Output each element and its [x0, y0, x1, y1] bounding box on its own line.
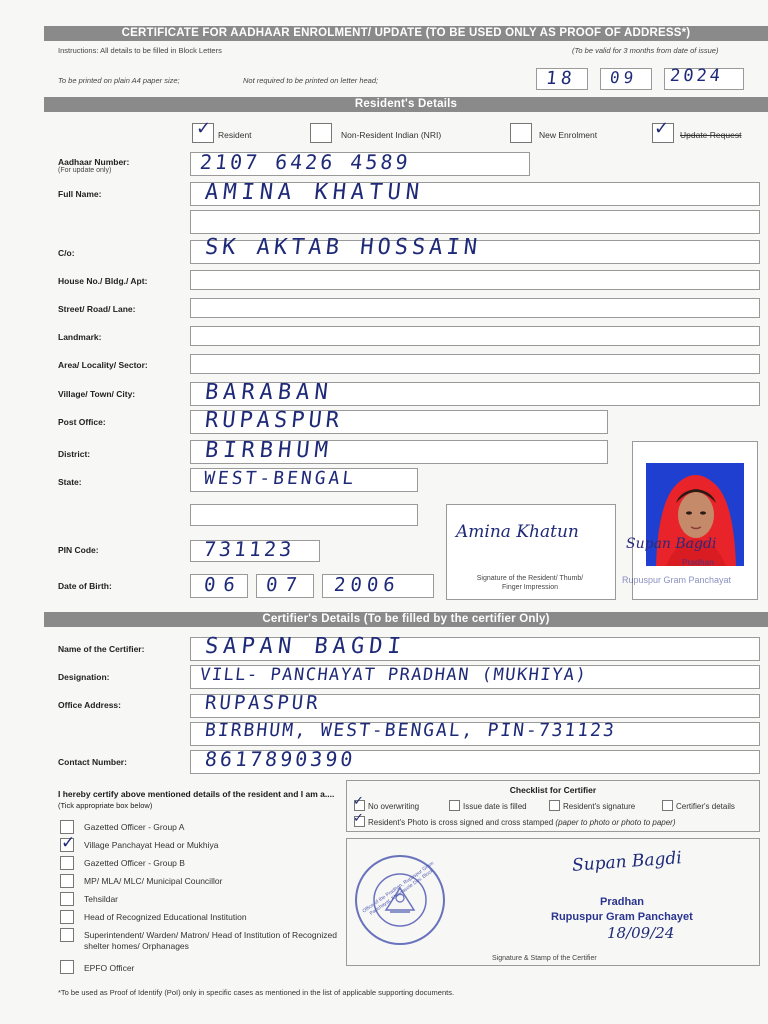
- role-superintendent-label: Superintendent/ Warden/ Matron/ Head of Institution of Recognized shelter homes/ Orphanages: [84, 930, 337, 951]
- village-label: Village/ Town/ City:: [58, 389, 136, 399]
- area-field[interactable]: [190, 354, 760, 374]
- role-head-edu-label: Head of Recognized Educational Institution: [84, 912, 247, 922]
- option-resident-tick: ✓: [196, 118, 212, 139]
- checklist-title: Checklist for Certifier: [509, 785, 597, 795]
- option-new-enrolment-checkbox[interactable]: [510, 123, 532, 143]
- street-field[interactable]: [190, 298, 760, 318]
- role-gazetted-a-label: Gazetted Officer - Group A: [84, 822, 185, 832]
- certify-statement: I hereby certify above mentioned details of the resident and I am a.... (Tick appropriate box below): [58, 789, 335, 810]
- certifier-name-value: SAPAN BAGDI: [203, 634, 408, 659]
- checklist-certifier-details-label: Certifier's details: [676, 802, 735, 811]
- checklist-certifier-details-checkbox[interactable]: [662, 800, 673, 811]
- landmark-label: Landmark:: [58, 332, 102, 342]
- post-office-value: RUPASPUR: [203, 408, 345, 433]
- option-update-request-tick: ✓: [654, 118, 670, 139]
- instructions: Instructions: All details to be filled in Block Letters: [58, 46, 222, 55]
- validity-note: (To be valid for 3 months from date of issue): [572, 46, 719, 55]
- village-value: BARABAN: [203, 380, 335, 405]
- role-epfo-checkbox[interactable]: [60, 960, 74, 974]
- role-gazetted-b-label: Gazetted Officer - Group B: [84, 858, 185, 868]
- co-label: C/o:: [58, 248, 75, 258]
- office-address-line2: BIRBHUM, WEST-BENGAL, PIN-731123: [203, 720, 617, 741]
- full-name-value: AMINA KHATUN: [203, 180, 426, 205]
- checklist-photo-label: Resident's Photo is cross signed and cross stamped (paper to photo or photo to paper): [368, 818, 676, 827]
- photo-cross-signature: Supan Bagdi: [626, 536, 717, 552]
- pin-code-value: 731123: [202, 537, 296, 561]
- role-epfo-label: EPFO Officer: [84, 963, 135, 973]
- role-mp-mla-checkbox[interactable]: [60, 874, 74, 888]
- role-village-head-label: Village Panchayat Head or Mukhiya: [84, 840, 219, 850]
- dob-month: 07: [264, 574, 307, 596]
- post-office-label: Post Office:: [58, 417, 106, 427]
- role-village-head-tick: ✓: [61, 833, 76, 853]
- print-note-1: To be printed on plain A4 paper size;: [58, 76, 180, 85]
- checklist-resident-sign-checkbox[interactable]: [549, 800, 560, 811]
- district-value: BIRBHUM: [203, 438, 335, 463]
- landmark-field[interactable]: [190, 326, 760, 346]
- residents-details-heading: Resident's Details: [44, 97, 768, 112]
- print-note-2: Not required to be printed on letter head;: [243, 76, 379, 85]
- dob-day: 06: [202, 574, 245, 596]
- street-label: Street/ Road/ Lane:: [58, 304, 136, 314]
- role-mp-mla-label: MP/ MLA/ MLC/ Municipal Councillor: [84, 876, 223, 886]
- certifier-signature-caption: Signature & Stamp of the Certifier: [492, 955, 597, 962]
- house-label: House No./ Bldg./ Apt:: [58, 276, 148, 286]
- designation-label: Designation:: [58, 672, 110, 682]
- certifier-signature: Supan Bagdi: [571, 848, 683, 876]
- dob-year: 2006: [332, 574, 401, 596]
- role-gazetted-a-checkbox[interactable]: [60, 820, 74, 834]
- option-nri-label: Non-Resident Indian (NRI): [341, 130, 442, 140]
- stamp-pradhan: Pradhan: [600, 896, 645, 908]
- dob-label: Date of Birth:: [58, 581, 112, 591]
- option-nri-checkbox[interactable]: [310, 123, 332, 143]
- issue-date-day: 18: [544, 68, 577, 89]
- pin-code-label: PIN Code:: [58, 545, 99, 555]
- photo-stamp-panchayat: Rupuspur Gram Panchayat: [622, 575, 732, 585]
- stamp-panchayat: Rupuspur Gram Panchayet: [551, 911, 693, 923]
- area-label: Area/ Locality/ Sector:: [58, 360, 148, 370]
- role-gazetted-b-checkbox[interactable]: [60, 856, 74, 870]
- house-field[interactable]: [190, 270, 760, 290]
- full-name-field-row2[interactable]: [190, 210, 760, 234]
- option-resident-label: Resident: [218, 130, 252, 140]
- photo-stamp-pradhan: Pradhan: [682, 558, 715, 567]
- role-tehsildar-label: Tehsildar: [84, 894, 119, 904]
- state-extra-field[interactable]: [190, 504, 418, 526]
- office-address-line1: RUPASPUR: [203, 692, 322, 714]
- checklist-resident-sign-label: Resident's signature: [563, 802, 636, 811]
- checklist-ticks: ✓: [353, 794, 364, 809]
- resident-signature-caption: Signature of the Resident/ Thumb/ Finger Impression: [476, 575, 584, 591]
- footer-note: *To be used as Proof of Identify (PoI) only in specific cases as mentioned in the list of applicable supporting documents.: [58, 988, 455, 997]
- checklist-photo-tick: ✓: [353, 811, 364, 826]
- contact-value: 8617890390: [203, 747, 357, 771]
- checklist-issue-date-checkbox[interactable]: [449, 800, 460, 811]
- issue-date-year: 2024: [668, 66, 725, 86]
- option-update-request-label: Update Request: [680, 130, 742, 140]
- role-superintendent-checkbox[interactable]: [60, 928, 74, 942]
- certifier-details-heading: Certifier's Details (To be filled by the certifier Only): [44, 612, 768, 627]
- state-value: WEST-BENGAL: [202, 468, 358, 489]
- aadhaar-label: Aadhaar Number: (For update only): [58, 157, 130, 174]
- role-tehsildar-checkbox[interactable]: [60, 892, 74, 906]
- checklist-no-overwriting-label: No overwriting: [368, 802, 420, 811]
- checklist-issue-date-label: Issue date is filled: [463, 802, 527, 811]
- state-label: State:: [58, 477, 82, 487]
- contact-label: Contact Number:: [58, 757, 127, 767]
- full-name-label: Full Name:: [58, 189, 102, 199]
- option-new-enrolment-label: New Enrolment: [539, 130, 598, 140]
- certifier-name-label: Name of the Certifier:: [58, 644, 145, 654]
- designation-value: VILL- PANCHAYAT PRADHAN (MUKHIYA): [198, 665, 589, 685]
- district-label: District:: [58, 449, 91, 459]
- office-seal-text: Office of the Pradhan, Rupuspur Gram Panchayat, Khayrasole Dev. Block: [361, 860, 436, 917]
- aadhaar-value: 2107 6426 4589: [198, 150, 412, 174]
- co-value: SK AKTAB HOSSAIN: [203, 235, 483, 260]
- role-head-edu-checkbox[interactable]: [60, 910, 74, 924]
- stamp-date: 18/09/24: [607, 924, 675, 942]
- office-address-label: Office Address:: [58, 700, 121, 710]
- form-title: CERTIFICATE FOR AADHAAR ENROLMENT/ UPDATE (TO BE USED ONLY AS PROOF OF ADDRESS*): [44, 26, 768, 41]
- resident-signature: Amina Khatun: [456, 522, 579, 542]
- issue-date-month: 09: [609, 68, 639, 87]
